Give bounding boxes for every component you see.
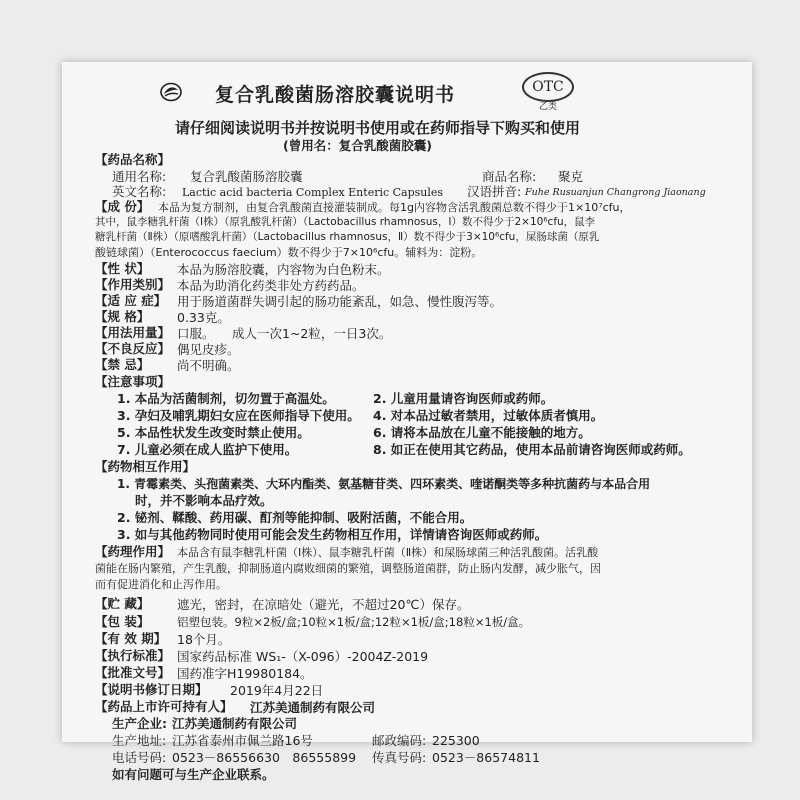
- precaution-item: 3. 孕妇及哺乳期妇女应在医师指导下使用。: [117, 408, 360, 423]
- interaction-line-4: 3. 如与其他药物同时使用可能会发生药物相互作用，详情请咨询医师或药师。: [117, 527, 548, 542]
- company-label: 生产企业:: [112, 716, 167, 731]
- english-name-value: Lactic acid bacteria Complex Enteric Capsules: [182, 186, 444, 199]
- properties-heading: 【性 状】: [95, 261, 150, 276]
- interaction-line-3: 2. 铋剂、鞣酸、药用碳、酊剂等能抑制、吸附活菌，不能合用。: [117, 510, 473, 525]
- contact-footer: 如有问题可与生产企业联系。: [112, 767, 275, 782]
- validity-value: 18个月。: [177, 632, 231, 647]
- specification-heading: 【规 格】: [95, 309, 150, 324]
- usage-notice: 请仔细阅读说明书并按说明书使用或在药师指导下购买和使用: [175, 119, 581, 137]
- phone-value: 0523－86556630 86555899: [172, 750, 357, 765]
- standard-heading: 【执行标准】: [95, 648, 171, 663]
- interactions-heading: 【药物相互作用】: [95, 459, 196, 474]
- english-name-label: 英文名称:: [112, 184, 167, 199]
- adverse-value: 偶见皮疹。: [177, 342, 240, 357]
- storage-value: 遮光，密封，在凉暗处（避光，不超过20℃）保存。: [177, 597, 470, 612]
- adverse-heading: 【不良反应】: [95, 341, 171, 356]
- holder-value: 江苏美通制药有限公司: [250, 700, 376, 715]
- generic-name-label: 通用名称:: [112, 169, 167, 184]
- indications-value: 用于肠道菌群失调引起的肠功能紊乱，如急、慢性腹泻等。: [177, 294, 503, 309]
- standard-value: 国家药品标准 WS₁-（X-096）-2004Z-2019: [177, 649, 429, 664]
- approval-value: 国药准字H19980184。: [177, 666, 313, 681]
- pharmacology-line-2: 菌能在肠内繁殖，产生乳酸，抑制肠道内腐败细菌的繁殖，调整肠道菌群，防止肠内发酵，减少胀气，因: [95, 562, 601, 575]
- composition-line-1: 本品为复方制剂，由复合乳酸菌直接灌装制成。每1g内容物含活乳酸菌总数不得少于1×10⁷cfu，: [158, 201, 631, 214]
- contraindications-heading: 【禁 忌】: [95, 357, 150, 372]
- revision-heading: 【说明书修订日期】: [95, 682, 208, 697]
- composition-line-4: 酸链球菌）（Enterococcus faecium）数不得少于7×10⁶cfu。辅料为：淀粉。: [95, 246, 483, 259]
- generic-name-value: 复合乳酸菌肠溶胶囊: [190, 169, 303, 184]
- pharmacology-line-3: 而有促进消化和止泻作用。: [95, 578, 227, 591]
- fax-value: 0523－86574811: [432, 750, 540, 765]
- fax-label: 传真号码:: [372, 750, 427, 765]
- company-value: 江苏美通制药有限公司: [172, 716, 298, 731]
- validity-heading: 【有 效 期】: [95, 631, 167, 646]
- dosage-route: 口服。: [177, 326, 215, 341]
- pinyin-label: 汉语拼音:: [467, 184, 522, 199]
- indications-heading: 【适 应 症】: [95, 293, 167, 308]
- precaution-item: 5. 本品性状发生改变时禁止使用。: [117, 425, 310, 440]
- precaution-item: 7. 儿童必须在成人监护下使用。: [117, 442, 298, 457]
- precautions-heading: 【注意事项】: [95, 374, 171, 389]
- precaution-item: 1. 本品为活菌制剂，切勿置于高温处。: [117, 391, 335, 406]
- revision-value: 2019年4月22日: [230, 683, 324, 698]
- package-heading: 【包 装】: [95, 614, 150, 629]
- precaution-item: 2. 儿童用量请咨询医师或药师。: [373, 391, 554, 406]
- interaction-line-1: 1. 青霉素类、头孢菌素类、大环内酯类、氨基糖苷类、四环素类、喹诺酮类等多种抗菌药与本品合用: [117, 477, 651, 491]
- phone-label: 电话号码:: [112, 750, 167, 765]
- former-name: (曾用名：复合乳酸菌胶囊): [283, 138, 432, 153]
- address-value: 江苏省泰州市佩兰路16号: [172, 733, 313, 748]
- composition-heading: 【成 份】: [95, 199, 150, 214]
- composition-line-2: 其中，鼠李糖乳杆菌（Ⅰ株）（原乳酸乳杆菌）（Lactobacillus rhamnosus，Ⅰ）数不得少于2×10⁶cfu，鼠李: [95, 216, 596, 228]
- trade-name-value: 聚克: [558, 169, 584, 184]
- document-title: 复合乳酸菌肠溶胶囊说明书: [215, 84, 456, 106]
- postal-label: 邮政编码:: [372, 733, 427, 748]
- drug-name-heading: 【药品名称】: [95, 152, 171, 167]
- otc-category: 乙类: [539, 102, 558, 112]
- category-heading: 【作用类别】: [95, 277, 171, 292]
- precaution-item: 4. 对本品过敏者禁用，过敏体质者慎用。: [373, 408, 604, 423]
- package-value: 铝塑包装。9粒×2板/盒;10粒×1板/盒;12粒×1板/盒;18粒×1板/盒。: [177, 615, 531, 629]
- pharmacology-line-1: 本品含有鼠李糖乳杆菌（Ⅰ株）、鼠李糖乳杆菌（Ⅱ株）和屎肠球菌三种活乳酸菌。活乳酸: [177, 546, 599, 559]
- contraindications-value: 尚不明确。: [177, 358, 240, 373]
- approval-heading: 【批准文号】: [95, 665, 171, 680]
- dosage-value: 成人一次1~2粒，一日3次。: [232, 326, 392, 341]
- storage-heading: 【贮 藏】: [95, 596, 150, 611]
- holder-heading: 【药品上市许可持有人】: [95, 699, 233, 714]
- precaution-item: 6. 请将本品放在儿童不能接触的地方。: [373, 425, 591, 440]
- category-value: 本品为助消化药类非处方药药品。: [177, 278, 365, 293]
- trade-name-label: 商品名称:: [482, 169, 537, 184]
- pharmacology-heading: 【药理作用】: [95, 544, 171, 559]
- address-label: 生产地址:: [112, 733, 167, 748]
- composition-line-3: 糖乳杆菌（Ⅱ株）（原嗜酸乳杆菌）（Lactobacillus rhamnosus，Ⅱ）数不得少于3×10⁶cfu，屎肠球菌（原乳: [95, 231, 600, 243]
- postal-value: 225300: [432, 733, 480, 748]
- precaution-item: 8. 如正在使用其它药品，使用本品前请咨询医师或药师。: [373, 442, 691, 457]
- dosage-heading: 【用法用量】: [95, 325, 171, 340]
- pinyin-value: Fuhe Rusuanjun Changrong Jiaonang: [525, 187, 706, 198]
- interaction-line-2: 时，并不影响本品疗效。: [135, 493, 273, 508]
- specification-value: 0.33克。: [177, 310, 230, 325]
- company-logo-icon: [160, 82, 182, 102]
- properties-value: 本品为肠溶胶囊，内容物为白色粉末。: [177, 262, 390, 277]
- otc-badge: OTC: [522, 72, 574, 102]
